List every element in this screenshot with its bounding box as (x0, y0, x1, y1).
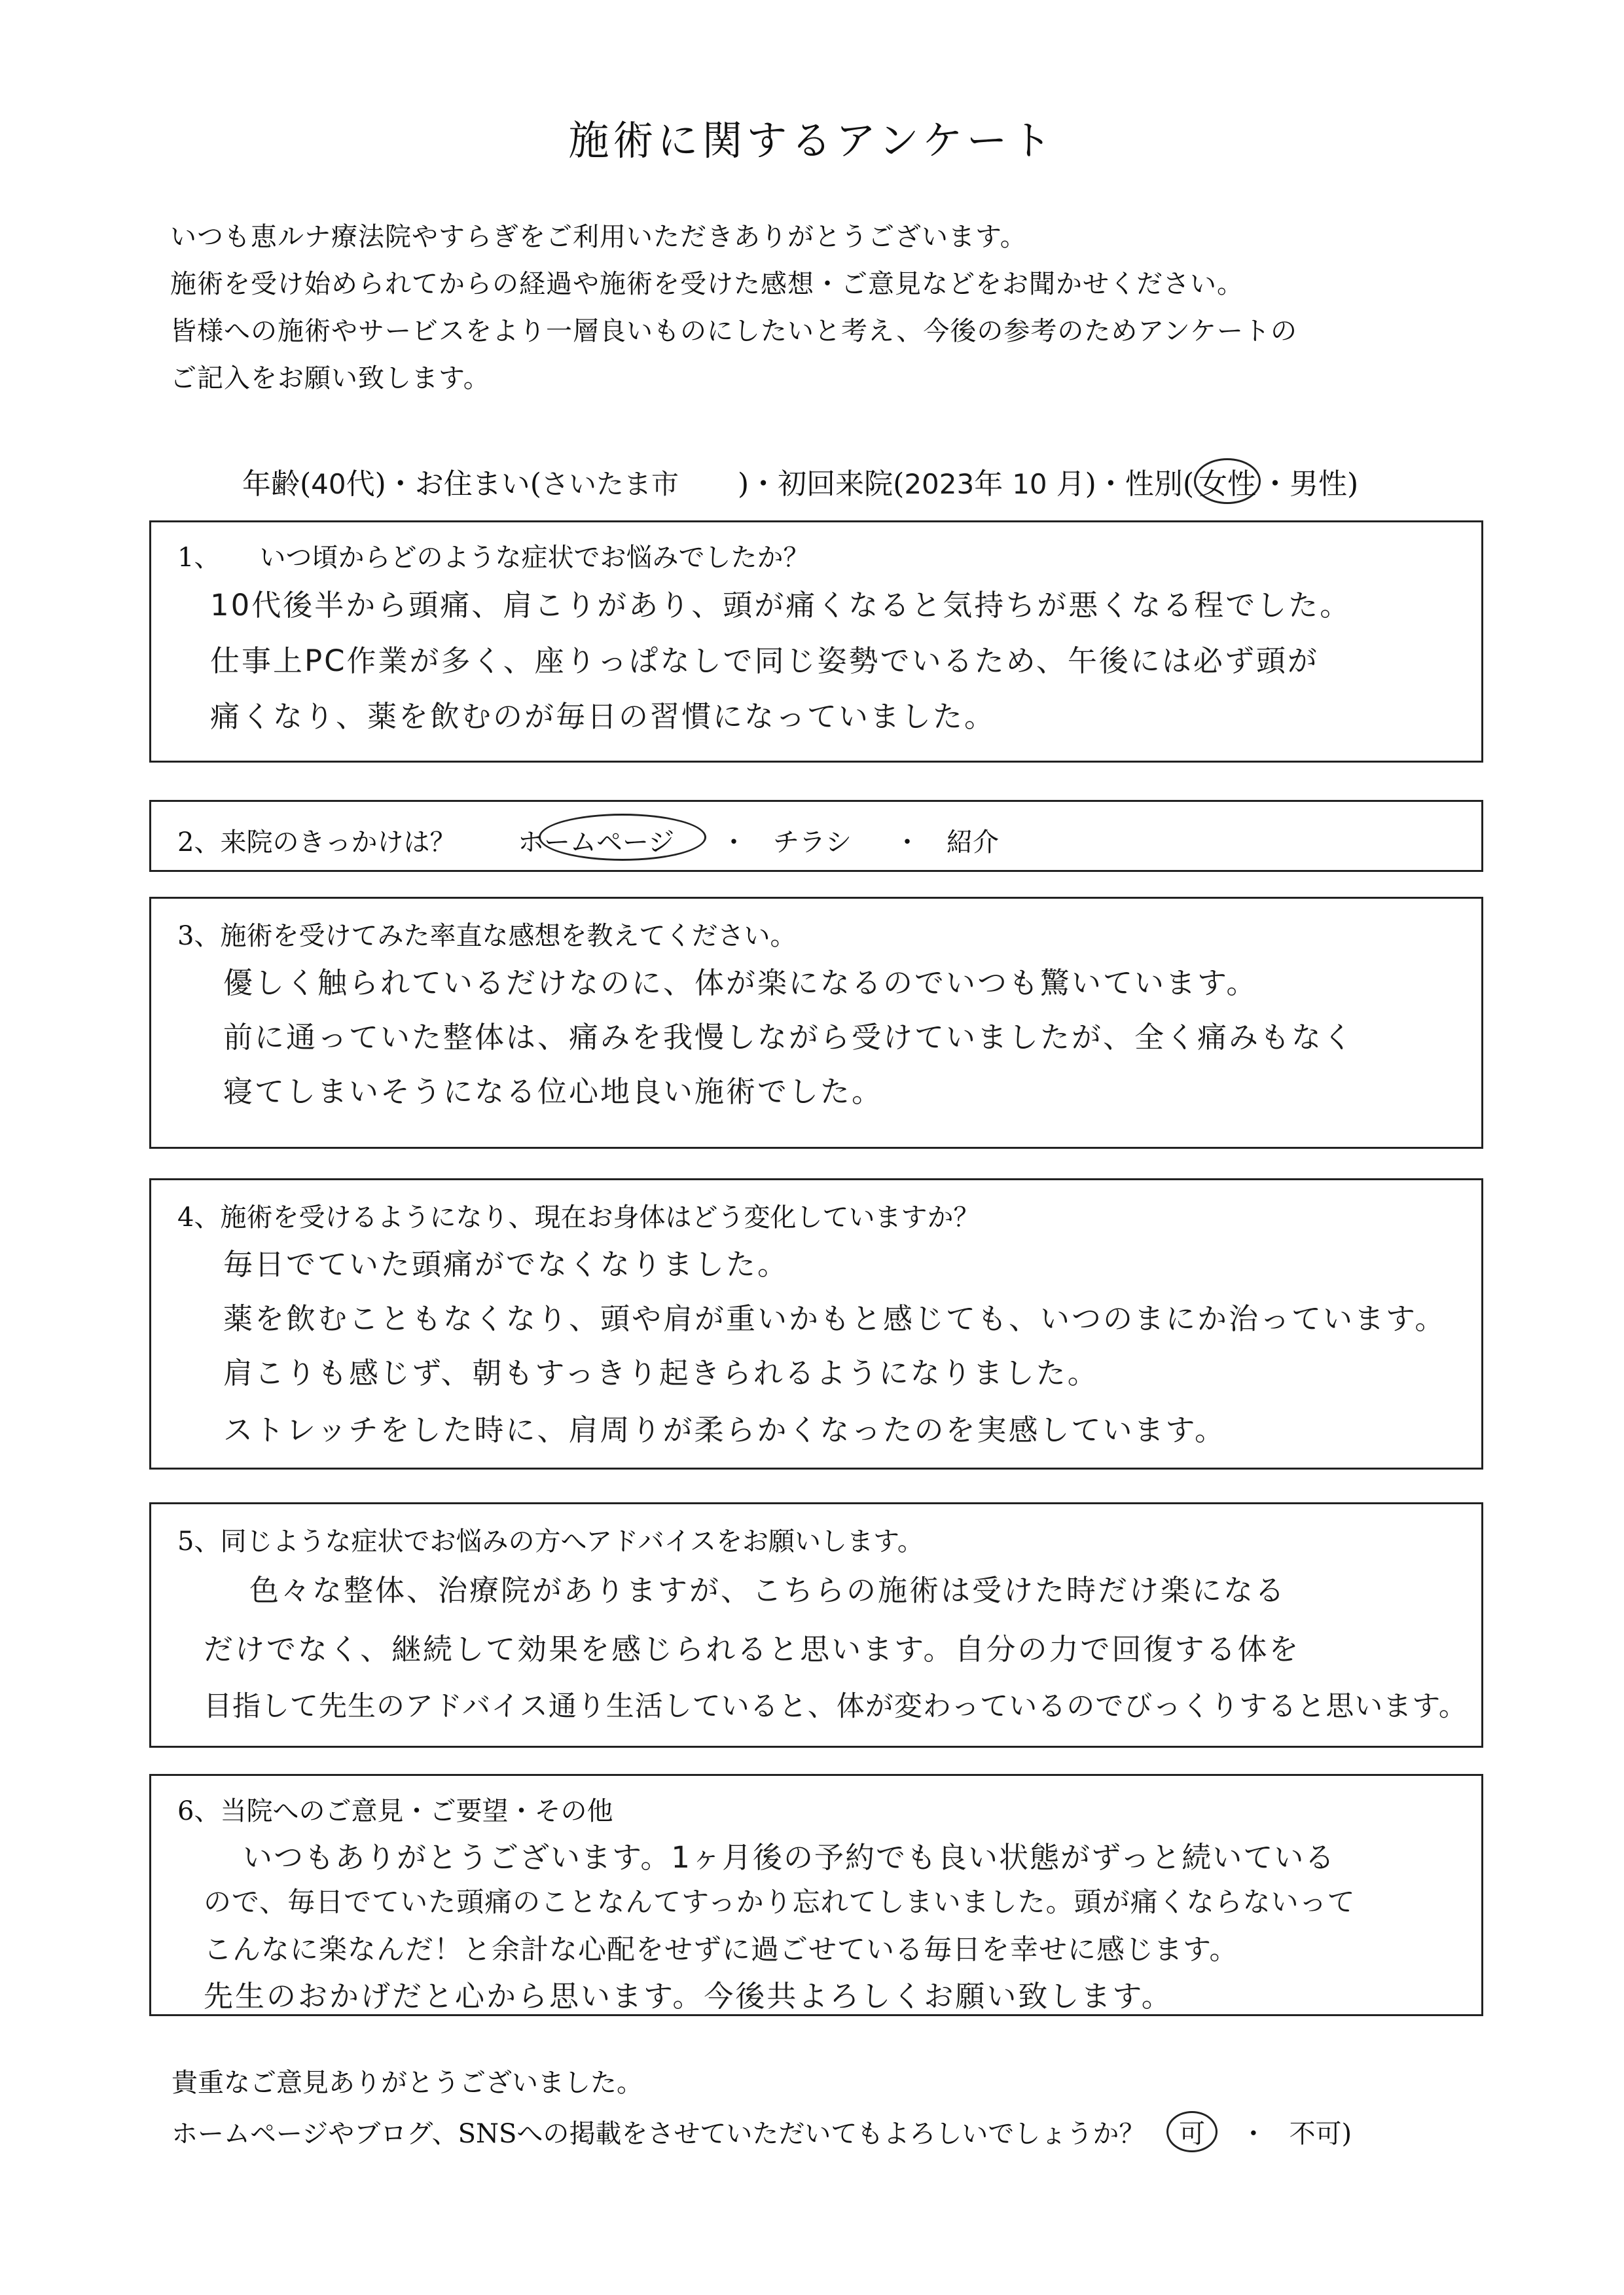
answer-6-line-4: 先生のおかげだと心から思います。今後共よろしくお願い致します。 (204, 1979, 1173, 2014)
question-6-label: 6、当院へのご意見・ご要望・その他 (177, 1796, 613, 1826)
footer-thanks: 貴重なご意見ありがとうございました。 (171, 2068, 643, 2098)
answer-1-line-1: 10代後半から頭痛、肩こりがあり、頭が痛くなると気持ちが悪くなる程でした。 (210, 588, 1352, 623)
answer-5-line-3: 目指して先生のアドバイス通り生活していると、体が変わっているのでびっくりすると思います。 (204, 1690, 1468, 1723)
intro-line-3: 皆様への施術やサービスをより一層良いものにしたいと考え、今後の参考のためアンケートの (170, 316, 1297, 346)
question-4-box (149, 1178, 1483, 1470)
intro-line-2: 施術を受け始められてからの経過や施術を受けた感想・ご意見などをお聞かせください。 (170, 269, 1244, 299)
question-3-box (149, 897, 1483, 1149)
gender-close: ) (1347, 467, 1359, 501)
question-2-box (149, 800, 1483, 872)
month-suffix: 月)・性別( (1056, 467, 1194, 501)
answer-1-line-2: 仕事上PC作業が多く、座りっぱなしで同じ姿勢でいるため、午後には必ず頭が (210, 643, 1319, 678)
option-referral: 紹介 (947, 827, 999, 858)
option-separator: ・ (721, 827, 747, 858)
age-value: 40 (311, 468, 346, 500)
answer-3-line-3: 寝てしまいそうになる位心地良い施術でした。 (223, 1074, 884, 1109)
permission-question: ホームページやブログ、SNSへの掲載をさせていただいてもよろしいでしょうか？ (171, 2119, 1146, 2149)
answer-4-line-3: 肩こりも感じず、朝もすっきり起きられるようになりました。 (223, 1356, 1099, 1390)
year-suffix: 年 (974, 467, 1003, 501)
residence-value: さいたま市 (541, 468, 679, 500)
first-visit-label: )・初回来院( (737, 467, 905, 501)
question-1-label: 1、 いつ頃からどのような症状でお悩みでしたか？ (177, 543, 810, 573)
age-suffix: 代)・お住まい( (346, 467, 541, 501)
answer-5-line-1: 色々な整体、治療院がありますが、こちらの施術は受けた時だけ楽になる (249, 1573, 1287, 1608)
option-flyer: チラシ (773, 827, 852, 858)
year-value: 2023 (904, 468, 975, 500)
permission-separator: ・ (1240, 2119, 1267, 2149)
answer-5-line-2: だけでなく、継続して効果を感じられると思います。自分の力で回復する体を (204, 1632, 1301, 1667)
permission-no-option: 不可) (1289, 2119, 1352, 2149)
question-6-box (149, 1774, 1483, 2016)
answer-3-line-2: 前に通っていた整体は、痛みを我慢しながら受けていましたが、全く痛みもなく (223, 1020, 1355, 1055)
age-label: 年齢( (242, 467, 312, 501)
month-value: 10 (1012, 468, 1047, 500)
question-2-label: 2、来院のきっかけは？ (177, 827, 456, 858)
answer-6-line-2: ので、毎日でていた頭痛のことなんてすっかり忘れてしまいました。頭が痛くならないって (204, 1886, 1356, 1918)
answer-4-line-4: ストレッチをした時に、肩周りが柔らかくなったのを実感しています。 (223, 1413, 1226, 1447)
permission-yes-option: 可 (1166, 2111, 1218, 2152)
question-4-label: 4、施術を受けるようになり、現在お身体はどう変化していますか？ (177, 1202, 980, 1233)
page-title: 施術に関するアンケート (568, 117, 1056, 164)
respondent-info (242, 458, 1358, 504)
answer-1-line-3: 痛くなり、薬を飲むのが毎日の習慣になっていました。 (210, 699, 996, 734)
question-1-box (149, 520, 1483, 763)
option-separator: ・ (894, 827, 920, 858)
gender-female-option: 女性 (1194, 458, 1261, 504)
option-homepage: ホームページ (518, 827, 675, 858)
answer-4-line-1: 毎日でていた頭痛がでなくなりました。 (223, 1247, 789, 1282)
gender-male-option: 男性 (1290, 467, 1347, 501)
answer-6-line-1: いつもありがとうございます。1ヶ月後の予約でも良い状態がずっと続いている (243, 1840, 1336, 1875)
gender-separator: ・ (1261, 467, 1290, 501)
intro-line-1: いつも恵ルナ療法院やすらぎをご利用いただきありがとうございます。 (170, 222, 1027, 252)
answer-3-line-1: 優しく触られているだけなのに、体が楽になるのでいつも驚いています。 (223, 966, 1258, 1000)
question-5-label: 5、同じような症状でお悩みの方へアドバイスをお願いします。 (177, 1527, 924, 1557)
intro-line-4: ご記入をお願い致します。 (170, 363, 490, 393)
question-5-box (149, 1502, 1483, 1748)
footer-permission (171, 2111, 1352, 2152)
question-3-label: 3、施術を受けてみた率直な感想を教えてください。 (177, 921, 797, 951)
answer-4-line-2: 薬を飲むこともなくなり、頭や肩が重いかもと感じても、いつのまにか治っています。 (223, 1301, 1447, 1336)
answer-6-line-3: こんなに楽なんだ！と余計な心配をせずに過ごせている毎日を幸せに感じます。 (204, 1934, 1238, 1966)
